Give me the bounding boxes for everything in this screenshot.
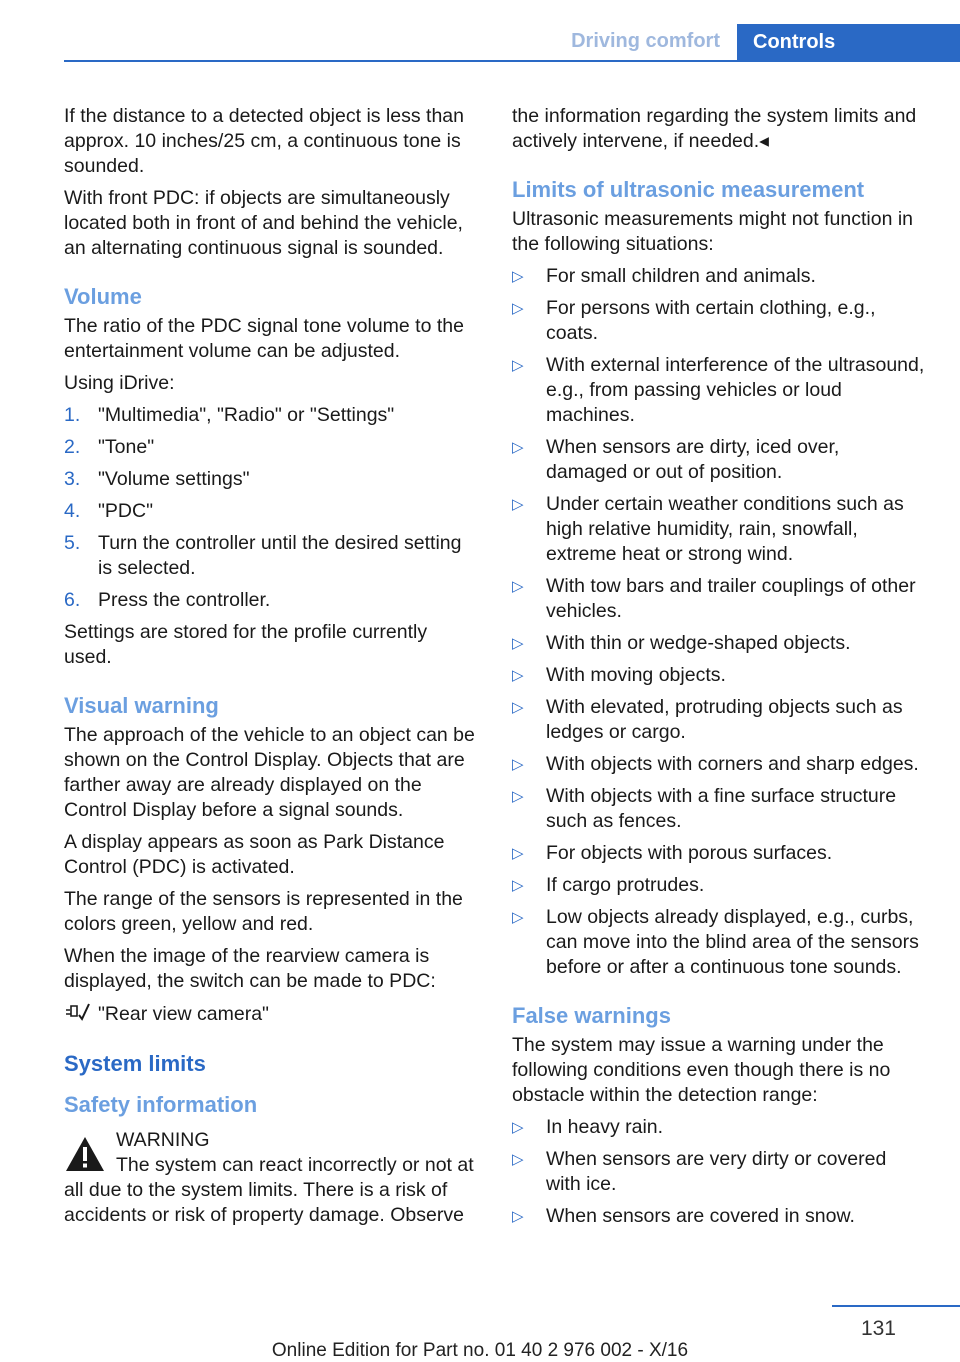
list-item [512, 296, 926, 346]
paragraph: When the image of the rearview camera is displayed, the switch can be made to PDC: [64, 945, 436, 992]
step-number: 3. [64, 468, 81, 490]
list-item [512, 264, 926, 289]
list-item [64, 403, 478, 428]
left-column [64, 104, 478, 1228]
list-item-text: For small children and animals. [546, 265, 816, 287]
list-item-text: Under certain weather conditions such as high relative humidity, rain, snowfall, extreme heat or strong wind. [546, 493, 904, 565]
list-item [512, 1115, 926, 1140]
paragraph: A display appears as soon as Park Distance Control (PDC) is activated. [64, 831, 445, 878]
list-item [512, 353, 926, 428]
paragraph: If the distance to a detected object is less than approx. 10 inches/25 cm, a continuous tone is sounded. [64, 105, 464, 177]
bullet-triangle-icon: ▷ [512, 756, 524, 773]
bullet-triangle-icon: ▷ [512, 1119, 524, 1136]
bullet-triangle-icon: ▷ [512, 788, 524, 805]
list-item [512, 873, 926, 898]
step-number: 5. [64, 532, 81, 554]
step-number: 1. [64, 404, 81, 426]
step-text: "Multimedia", "Radio" or "Settings" [98, 404, 395, 426]
paragraph: Settings are stored for the profile currently used. [64, 621, 428, 668]
heading-system-limits: System limits [64, 1051, 206, 1076]
list-item [512, 1147, 926, 1197]
list-item [64, 435, 478, 460]
list-item-text: Low objects already displayed, e.g., curbs, can move into the blind area of the sensors before or after a continuous tone sounds. [546, 906, 919, 978]
paragraph: The range of the sensors is represented in the colors green, yellow and red. [64, 888, 463, 935]
bullet-triangle-icon: ▷ [512, 909, 524, 926]
step-number: 2. [64, 436, 81, 458]
list-item-text: If cargo protrudes. [546, 874, 705, 896]
edition-line: Online Edition for Part no. 01 40 2 976 002 - X/16 [271, 1340, 689, 1361]
heading-volume: Volume [64, 284, 142, 309]
list-item [512, 492, 926, 567]
false-warnings-list [512, 1115, 926, 1229]
step-text: "PDC" [98, 500, 154, 522]
step-number: 4. [64, 500, 81, 522]
paragraph: the information regarding the system limits and actively intervene, if needed.◂ [512, 105, 917, 152]
list-item-text: When sensors are very dirty or covered with ice. [546, 1148, 887, 1195]
heading-safety-information: Safety information [64, 1092, 258, 1117]
bullet-triangle-icon: ▷ [512, 877, 524, 894]
header-chapter-tab: Controls [737, 24, 960, 62]
list-item [512, 695, 926, 745]
list-item-text: With thin or wedge-shaped objects. [546, 632, 851, 654]
heading-false-warnings: False warnings [512, 1003, 671, 1028]
page-number: 131 [860, 1317, 896, 1340]
warning-block [64, 1128, 478, 1228]
list-item-text: With moving objects. [546, 664, 726, 686]
list-item-text: With objects with corners and sharp edges. [546, 753, 919, 775]
paragraph: Using iDrive: [64, 372, 175, 394]
right-column [512, 104, 926, 1236]
list-item-text: With tow bars and trailer couplings of other vehicles. [546, 575, 916, 622]
paragraph: The approach of the vehicle to an object can be shown on the Control Display. Objects that are farther away are already displayed on the Control Display before a signal sounds. [64, 724, 475, 821]
bullet-triangle-icon: ▷ [512, 439, 524, 456]
list-item [512, 905, 926, 980]
step-text: Press the controller. [98, 589, 271, 611]
header-rule [64, 60, 960, 62]
list-item [512, 574, 926, 624]
list-item-text: With elevated, protruding objects such as ledges or cargo. [546, 696, 903, 743]
paragraph: Ultrasonic measurements might not function in the following situations: [512, 208, 914, 255]
bullet-triangle-icon: ▷ [512, 699, 524, 716]
list-item-text: With external interference of the ultrasound, e.g., from passing vehicles or loud machines. [546, 354, 925, 426]
list-item-text: For persons with certain clothing, e.g., coats. [546, 297, 876, 344]
list-item [512, 1204, 926, 1229]
list-item [64, 467, 478, 492]
paragraph: With front PDC: if objects are simultaneously located both in front of and behind the vehicle, an alternating continuous signal is sounded. [64, 187, 463, 259]
ultrasonic-limits-list [512, 264, 926, 980]
list-item-text: When sensors are covered in snow. [546, 1205, 855, 1227]
list-item [512, 663, 926, 688]
list-item [64, 588, 478, 613]
bullet-triangle-icon: ▷ [512, 578, 524, 595]
bullet-triangle-icon: ▷ [512, 667, 524, 684]
heading-ultrasonic-limits: Limits of ultrasonic measurement [512, 177, 865, 202]
list-item-text: In heavy rain. [546, 1116, 664, 1138]
list-item-text: For objects with porous surfaces. [546, 842, 833, 864]
list-item [512, 631, 926, 656]
bullet-triangle-icon: ▷ [512, 357, 524, 374]
footer-rule [832, 1305, 960, 1307]
bullet-triangle-icon: ▷ [512, 1208, 524, 1225]
heading-visual-warning: Visual warning [64, 693, 219, 718]
warning-triangle-icon [64, 1134, 106, 1174]
list-item [512, 784, 926, 834]
bullet-triangle-icon: ▷ [512, 300, 524, 317]
bullet-triangle-icon: ▷ [512, 496, 524, 513]
paragraph: The ratio of the PDC signal tone volume to the entertainment volume can be adjusted. [64, 315, 464, 362]
step-text: "Volume settings" [98, 468, 250, 490]
list-item [64, 499, 478, 524]
step-text: "Tone" [98, 436, 155, 458]
list-item [64, 531, 478, 581]
step-text: Turn the controller until the desired setting is selected. [98, 532, 462, 579]
camera-icon [64, 1001, 98, 1028]
rear-view-camera-menu-line [64, 1001, 478, 1028]
menu-item-label: "Rear view camera" [98, 1003, 269, 1025]
header-section-title: Driving comfort [571, 30, 720, 52]
step-number: 6. [64, 589, 81, 611]
warning-title: WARNING [116, 1129, 210, 1151]
paragraph: The system may issue a warning under the following conditions even though there is no obstacle within the detection range: [512, 1034, 891, 1106]
idrive-steps-list [64, 403, 478, 613]
list-item [512, 752, 926, 777]
bullet-triangle-icon: ▷ [512, 1151, 524, 1168]
bullet-triangle-icon: ▷ [512, 845, 524, 862]
list-item-text: When sensors are dirty, iced over, damaged or out of position. [546, 436, 840, 483]
list-item-text: With objects with a fine surface structure such as fences. [546, 785, 897, 832]
warning-text: The system can react incorrectly or not at all due to the system limits. There is a risk of accidents or risk of property damage. Observe [64, 1154, 474, 1226]
bullet-triangle-icon: ▷ [512, 635, 524, 652]
bullet-triangle-icon: ▷ [512, 268, 524, 285]
list-item [512, 435, 926, 485]
list-item [512, 841, 926, 866]
